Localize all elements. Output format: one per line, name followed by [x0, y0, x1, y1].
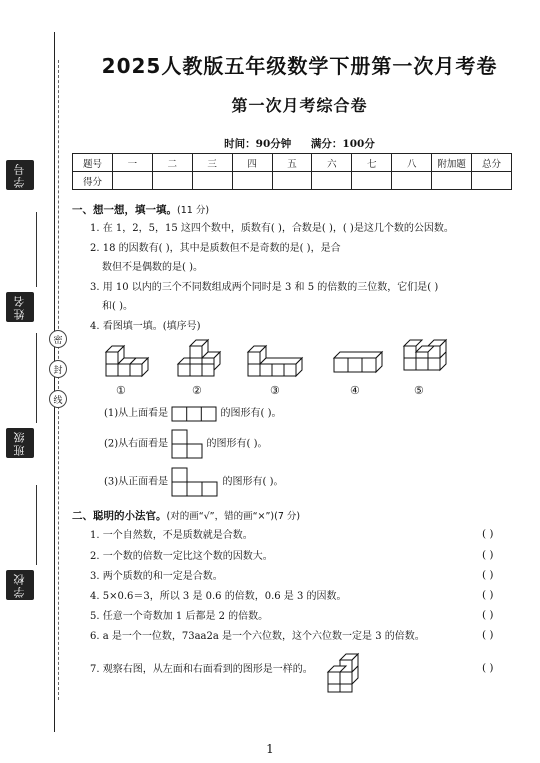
score-header-cell: 附加题: [432, 154, 472, 172]
score-cell[interactable]: [312, 172, 352, 190]
score-header-cell: 八: [392, 154, 432, 172]
full-score: 满分：100分: [310, 138, 375, 150]
time-limit: 时间：90分钟: [224, 138, 292, 150]
exam-title: 2025人教版五年级数学下册第一次月考卷: [101, 54, 498, 78]
judge-question: 5. 任意一个奇数加 1 后都是 2 的倍数。: [90, 611, 269, 622]
score-cell[interactable]: [432, 172, 472, 190]
school-underline: [36, 485, 37, 565]
figure-label: ⑤: [414, 384, 424, 397]
judge-question: 6. a 是一个一位数，73aa2a 是一个六位数，这个六位数一定是 3 的倍数。: [90, 631, 425, 642]
judge-question: 3. 两个质数的和一定是合数。: [90, 571, 223, 582]
score-cell[interactable]: [152, 172, 192, 190]
judge-question: 1. 一个自然数，不是质数就是合数。: [90, 530, 253, 541]
exam-subtitle: 第一次月考综合卷: [231, 96, 368, 115]
score-table: [72, 153, 512, 190]
score-header-cell: 题号: [73, 154, 113, 172]
score-header-cell: 一: [112, 154, 152, 172]
score-header-cell: 四: [232, 154, 272, 172]
section-1-points: (11 分): [177, 205, 210, 216]
question-text: 和( )。: [102, 301, 133, 312]
view-question-suffix: 的图形有( )。: [220, 408, 282, 419]
view-question-prefix: (1)从上面看是: [104, 408, 169, 419]
view-question-suffix: 的图形有( )。: [222, 476, 284, 488]
cube-figure-1: [102, 338, 162, 382]
score-header-cell: 总分: [472, 154, 512, 172]
question-text: 3. 用 10 以内的三个不同数组成两个同时是 3 和 5 的倍数的三位数，它们是( ): [90, 282, 439, 293]
view-shape-right: [171, 429, 203, 459]
figure-label: ③: [270, 384, 280, 397]
score-cell[interactable]: [192, 172, 232, 190]
section-1-heading: [72, 202, 209, 217]
answer-paren[interactable]: ( ): [482, 662, 494, 674]
view-question-prefix: (2)从右面看是: [104, 438, 169, 450]
judge-question: 7. 观察右图，从左面和右面看到的图形是一样的。: [90, 664, 313, 675]
cube-figure-5: [400, 338, 456, 382]
score-table-header-row: [73, 154, 512, 172]
answer-paren[interactable]: ( ): [482, 569, 494, 581]
answer-paren[interactable]: ( ): [482, 629, 494, 641]
answer-paren[interactable]: ( ): [482, 549, 494, 561]
cube-figures: [102, 338, 482, 398]
section-1-title: 一、想一想，填一填。: [72, 204, 177, 216]
seal-char: 封: [49, 360, 67, 378]
answer-paren[interactable]: ( ): [482, 589, 494, 601]
question-text: 1. 在 1，2，5，15 这四个数中，质数有( )，合数是( )，( )是这几个数的公因数。: [90, 223, 454, 234]
score-cell[interactable]: [112, 172, 152, 190]
score-table-score-row: [73, 172, 512, 190]
section-2-heading: [72, 508, 300, 523]
figure-label: ②: [192, 384, 202, 397]
view-shape-top: [171, 406, 217, 422]
exam-meta: [72, 136, 527, 151]
view-question-front: [104, 467, 284, 497]
score-header-cell: 五: [272, 154, 312, 172]
judge-question: 4. 5×0.6＝3，所以 3 是 0.6 的倍数，0.6 是 3 的因数。: [90, 591, 347, 602]
name-label: 姓名: [6, 292, 34, 322]
score-header-cell: 三: [192, 154, 232, 172]
figure-label: ①: [116, 384, 126, 397]
page-number: 1: [266, 742, 274, 756]
view-question-right: [104, 429, 268, 459]
cube-figure-3: [244, 338, 310, 382]
judge-question: 2. 一个数的倍数一定比这个数的因数大。: [90, 551, 273, 562]
cube-figure-q7: [324, 652, 368, 694]
score-header-cell: 二: [152, 154, 192, 172]
view-question-top: [104, 404, 282, 422]
question-text: 4. 看图填一填。(填序号): [90, 321, 201, 332]
student-id-label: 学号: [6, 160, 34, 190]
score-header-cell: 六: [312, 154, 352, 172]
section-2-title: 二、聪明的小法官。: [72, 510, 167, 522]
score-row-label: 得分: [73, 172, 113, 190]
question-text: 2. 18 的因数有( )，其中是质数但不是奇数的是( )，是合: [90, 243, 341, 254]
class-label: 班级: [6, 428, 34, 458]
view-shape-front: [171, 467, 219, 497]
seal-marks: [48, 330, 68, 430]
question-text: 数但不是偶数的是( )。: [102, 262, 203, 273]
score-cell[interactable]: [392, 172, 432, 190]
view-question-suffix: 的图形有( )。: [206, 438, 268, 450]
seal-char: 密: [49, 330, 67, 348]
section-2-points: (对的画“√”，错的画“×”)(7 分): [166, 511, 301, 522]
score-cell[interactable]: [472, 172, 512, 190]
seal-char: 线: [49, 390, 67, 408]
answer-paren[interactable]: ( ): [482, 528, 494, 540]
class-underline: [36, 333, 37, 423]
score-header-cell: 七: [352, 154, 392, 172]
cube-figure-4: [330, 338, 388, 382]
score-cell[interactable]: [352, 172, 392, 190]
binding-margin: [0, 0, 72, 763]
score-cell[interactable]: [232, 172, 272, 190]
school-label: 学校: [6, 570, 34, 600]
score-cell[interactable]: [272, 172, 312, 190]
name-underline: [36, 212, 37, 287]
cube-figure-2: [174, 338, 234, 382]
answer-paren[interactable]: ( ): [482, 609, 494, 621]
figure-label: ④: [350, 384, 360, 397]
view-question-prefix: (3)从正面看是: [104, 476, 169, 488]
